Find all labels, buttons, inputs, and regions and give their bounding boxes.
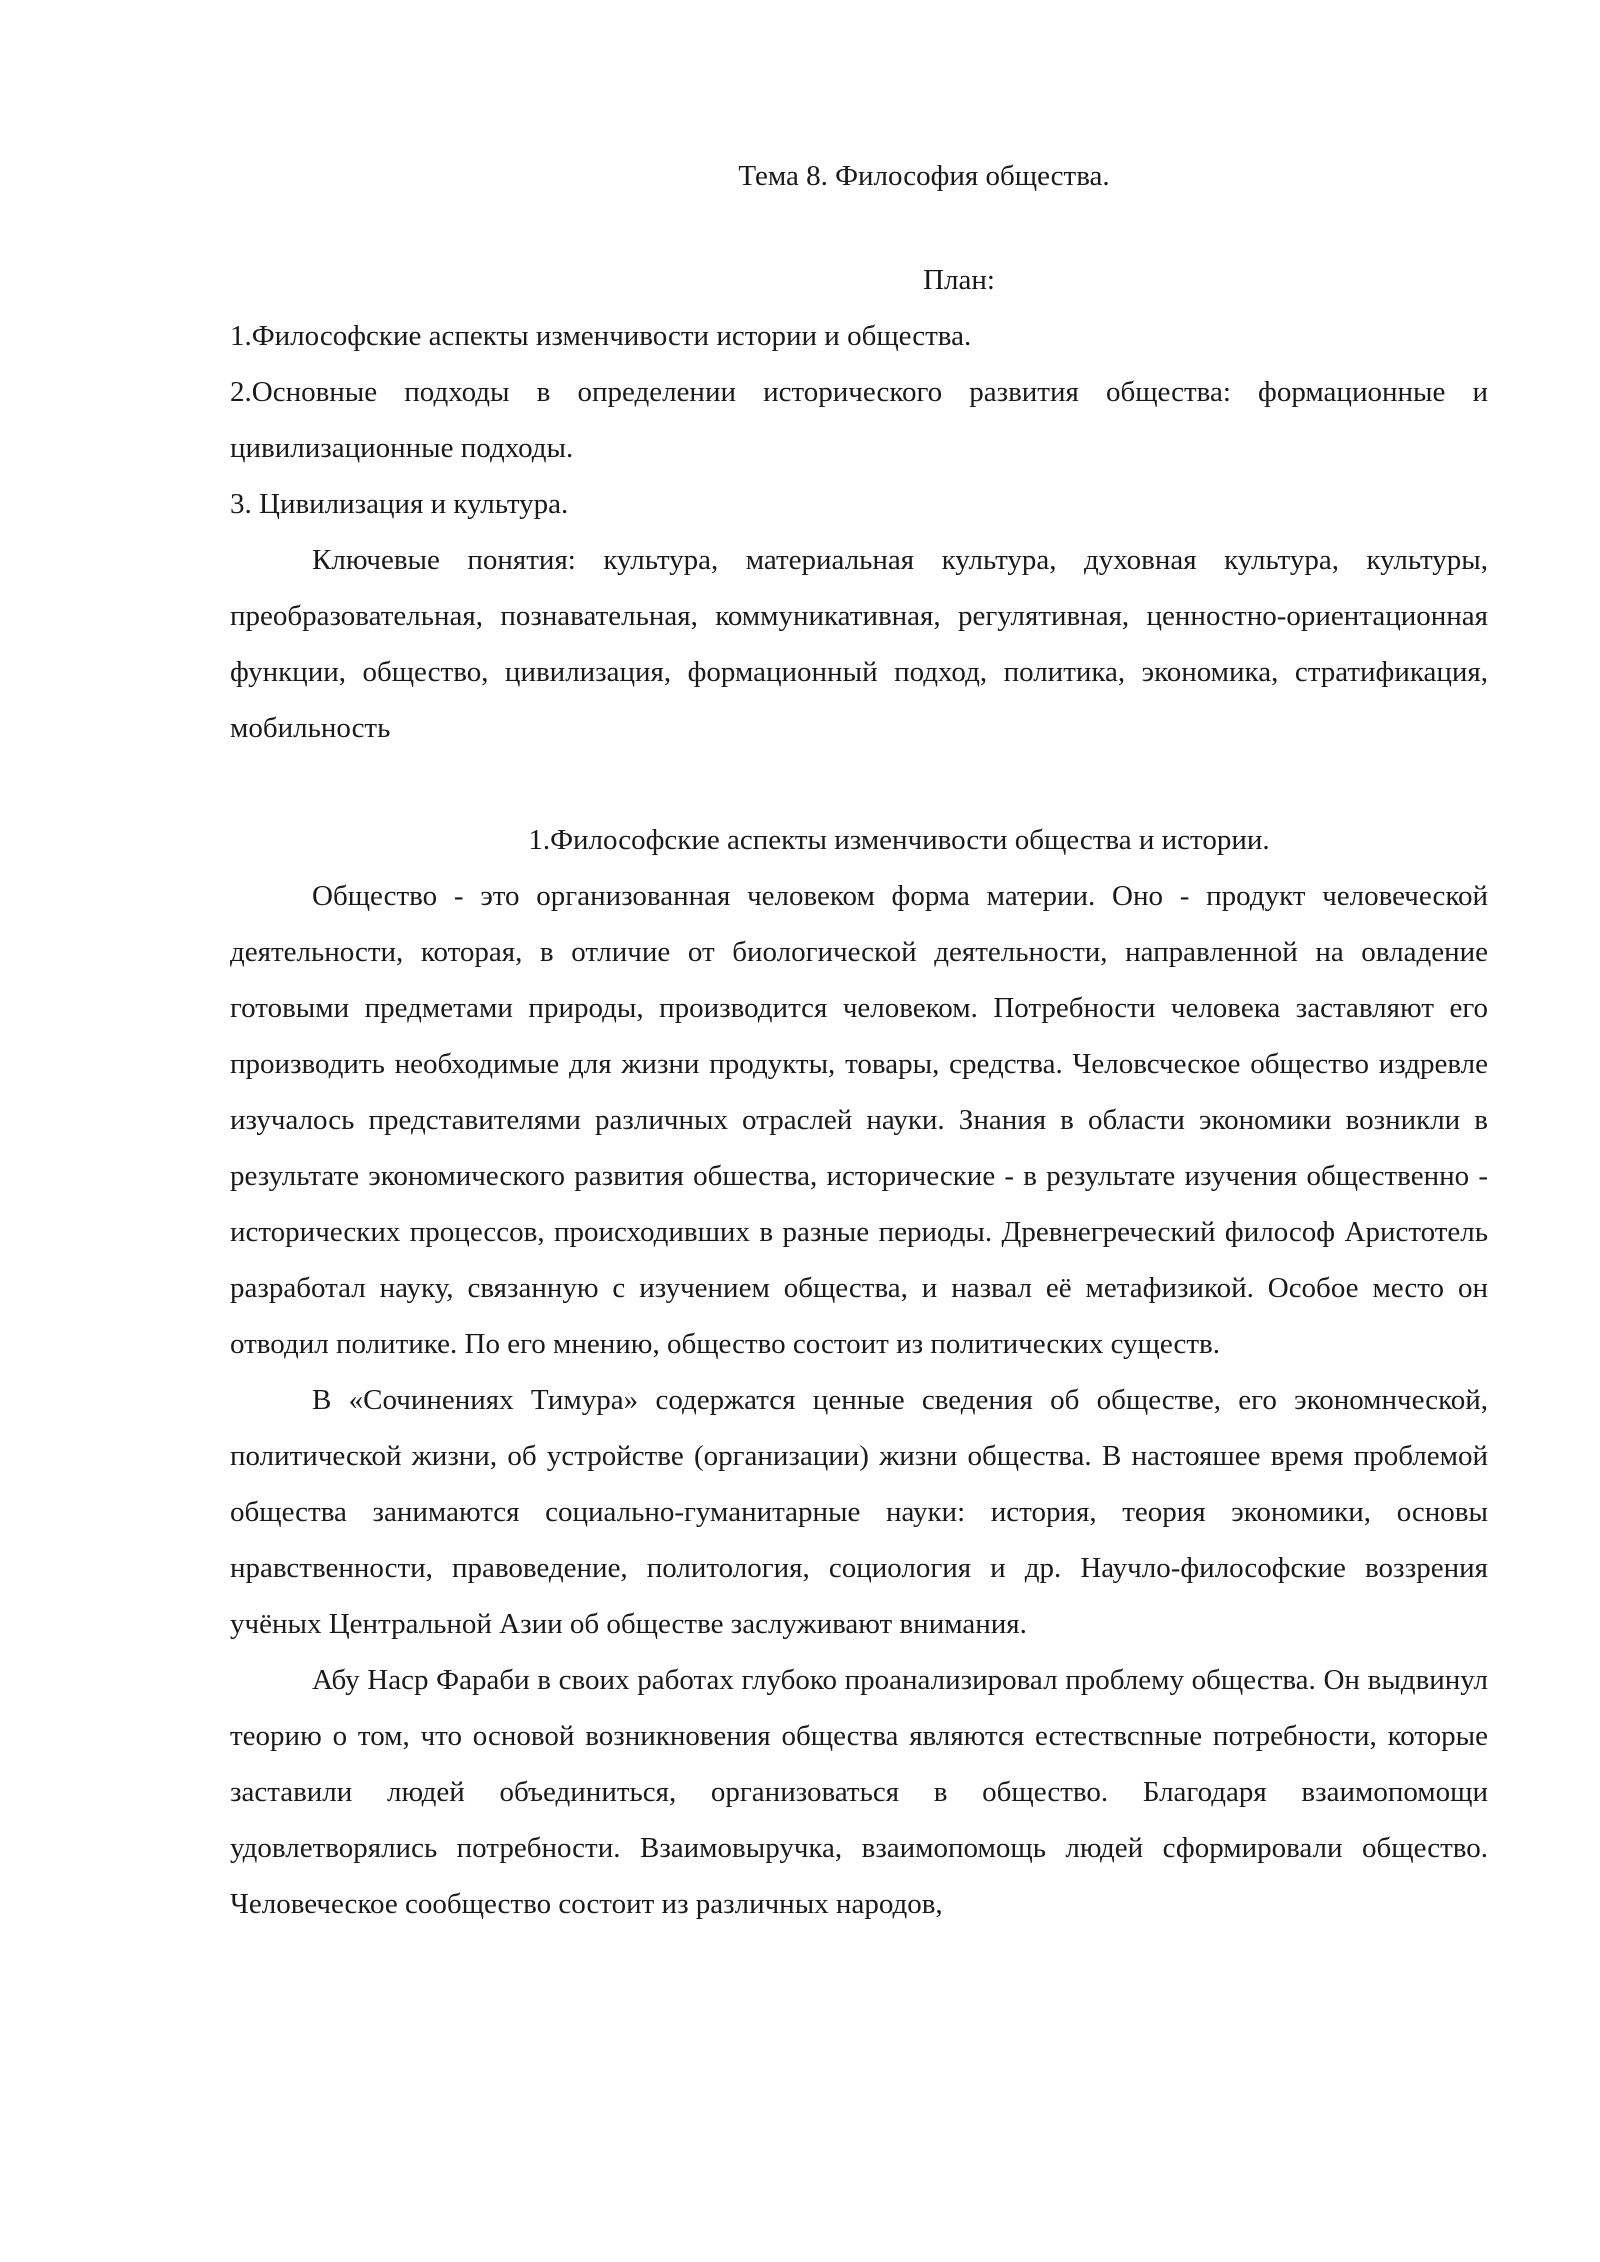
- plan-item-3: 3. Цивилизация и культура.: [230, 488, 569, 520]
- paragraph-1: Общество - это организованная человеком форма материи. Оно - продукт человеческой деятельности, которая, в отличие от биологической деятельности, направленной на овладение готовыми предметами природы, производится человеком. Потребности человека заставляют его производить необходимые для жизни продукты, товары, средства. Человсческое общество издревле изучалось представителями различных отраслей науки. Знания в области экономики возникли в результате экономического развития обшества, исторические - в результате изучения общественно - исторических процессов, происходивших в разные периоды. Древнегреческий философ Аристотель разработал науку, связанную с изучением общества, и назвал её метафизикой. Особое место он отводил политике. По его мнению, общество состоит из политических существ.: [230, 880, 1488, 1360]
- key-concepts: Ключевые понятия: культура, материальная культура, духовная культура, культуры, преобразовательная, познавательная, коммуникативная, регулятивная, ценностно-ориентационная функции, общество, цивилизация, формационный подход, политика, экономика, стратификация, мобильность: [230, 544, 1488, 744]
- plan-heading: План:: [923, 264, 995, 296]
- section-title: 1.Философские аспекты изменчивости общества и истории.: [528, 824, 1270, 856]
- paragraph-3: Абу Наср Фараби в своих работах глубоко проанализировал проблему общества. Он выдвинул теорию о том, что основой возникновения общества являются естествсnные потребности, которые заставили людей объединиться, организоваться в общество. Благодаря взаимопомощи удовлетворялись потребности. Взаимовыручка, взаимопомощь людей сформировали общество. Человеческое сообщество состоит из различных народов,: [230, 1664, 1488, 1920]
- paragraph-2: В «Сочинениях Тимура» содержатся ценные сведения об обществе, его экономнческой, политической жизни, об устройстве (организации) жизни общества. В настояшее время проблемой общества занимаются социально-гуманитарные науки: история, теория экономики, основы нравственности, правоведение, политология, социология и др. Научло-философские воззрения учёных Центральной Азии об обществе заслуживают внимания.: [230, 1384, 1488, 1640]
- plan-item-2: 2.Основные подходы в определении исторического развития общества: формационные и цивилизационные подходы.: [230, 376, 1488, 464]
- plan-item-1: 1.Философские аспекты изменчивости истории и общества.: [230, 320, 972, 352]
- page-title: Тема 8. Философия общества.: [738, 160, 1110, 192]
